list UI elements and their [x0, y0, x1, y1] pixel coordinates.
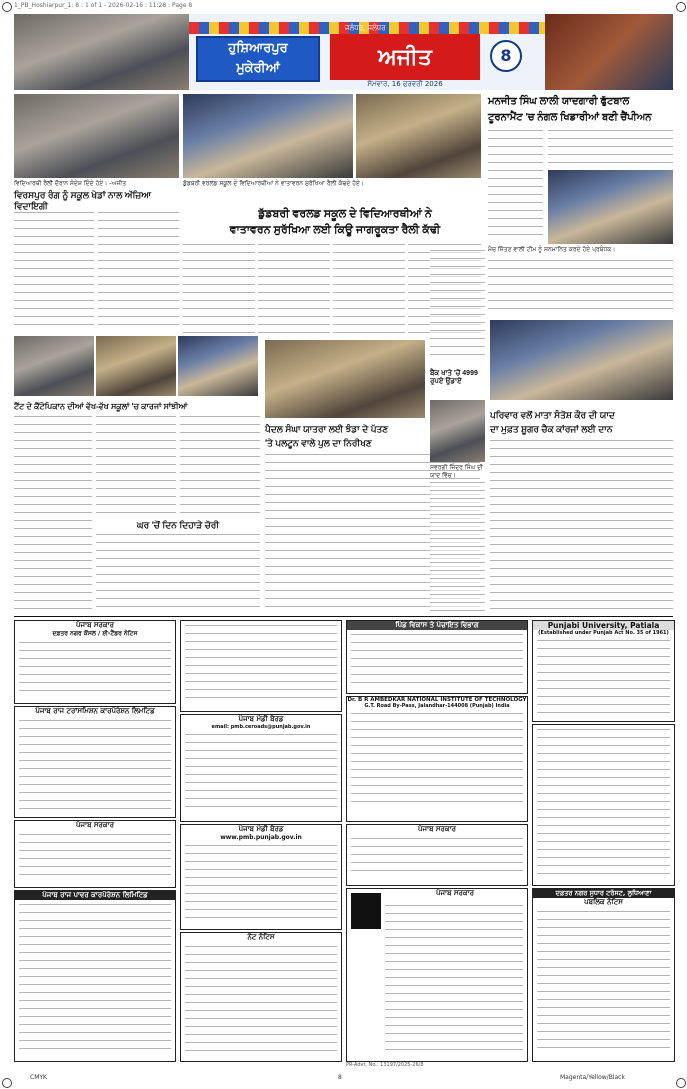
story-photo [183, 94, 353, 178]
ad-title: ਪੰਜਾਬ ਸਰਕਾਰ [417, 825, 456, 833]
story-photo [490, 320, 673, 400]
ad-title: Punjabi University, Patiala [533, 621, 674, 630]
ad-subtitle: ਪਬਲਿਕ ਨੋਟਿਸ [584, 898, 623, 906]
headline: ਮਨਜੀਤ ਸਿੰਘ ਲਾਲੀ ਯਾਦਗਾਰੀ ਫੁੱਟਬਾਲ [488, 96, 630, 107]
story-body [430, 482, 485, 612]
ad-body [19, 834, 171, 880]
photo-caption: ਸਵਰਗੀ ਜਿੰਦਰ ਸਿੰਘ ਦੀ ਯਾਦ ਵਿੱਚ। [430, 464, 483, 479]
masthead-date: ਸੋਮਵਾਰ, 16 ਫਰਵਰੀ 2026 [367, 80, 443, 88]
ad-block [532, 724, 675, 886]
government-emblem [351, 893, 381, 929]
headline: ਵਾਤਾਵਰਨ ਸੁਰੱਖਿਆ ਲਈ ਕਿਊ ਜਾਗਰੂਕਤਾ ਰੈਲੀ ਕੱਢੀ [229, 224, 441, 236]
ad-block [180, 932, 342, 1062]
newspaper-logo: ਅਜੀਤ [330, 34, 480, 80]
ad-block [14, 620, 176, 704]
edition-title-box [196, 36, 320, 82]
ad-body [185, 946, 337, 1056]
ad-subtitle: ਦਫ਼ਤਰ ਨਗਰ ਕੌਂਸਲ / ਈ-ਟੈਂਡਰ ਨੋਟਿਸ [52, 630, 138, 637]
headline: ਵਿਰਸਪੁਰ ਰੰਗ ਨੂੰ ਸਕੂਲ ਖੇਡਾਂ ਨਾਲ ਅੱਜ਼ਿਆ ਵਿਦਾਇਗੀ [14, 190, 152, 211]
edition-title-line2: ਮੁਕੇਰੀਆਂ [236, 60, 280, 75]
story-body [548, 130, 673, 166]
ad-body [537, 911, 670, 1051]
page-footer [0, 1070, 687, 1089]
story-body [183, 244, 255, 334]
page-number: 8 [490, 40, 522, 72]
ad-title: ਪੰਜਾਬ ਸਰਕਾਰ [435, 889, 474, 897]
headline: ਪੈਦਲ ਸੰਘਾ ਯਾਤਰਾ ਲਈ ਝੰਡਾ ਦੇ ਪੱਤਣ [265, 424, 389, 434]
ad-body [19, 642, 171, 692]
story-photo [14, 336, 94, 396]
ad-block [180, 824, 342, 930]
ad-body [537, 640, 670, 716]
photo-caption: ਵਿਦਿਆਰਥੀ ਰੈਲੀ ਦੌਰਾਨ ਸੰਦੇਸ਼ ਦਿੰਦੇ ਹੋਏ। -ਅਜੀਤ [14, 180, 127, 187]
portrait-photo [430, 400, 485, 462]
ad-body [185, 625, 337, 705]
story-body [14, 416, 92, 612]
footer-page-number: 8 [338, 1074, 342, 1081]
story-body [180, 416, 260, 516]
ad-block [180, 620, 342, 712]
ad-body [19, 904, 171, 1054]
headline: ਬੈਂਕ ਖਾਤੇ 'ਚੋਂ 4999 ਰੁਪਏ ਉਡਾਏ [430, 370, 478, 385]
ad-title: ਪੰਜਾਬ ਰਾਜ ਪਾਵਰ ਕਾਰਪੋਰੇਸ਼ਨ ਲਿਮਿਟਿਡ [15, 891, 175, 900]
story-body [488, 130, 543, 240]
story-photo [14, 94, 179, 178]
ad-subtitle: (Established under Punjab Act No. 35 of 1961) [538, 630, 669, 636]
footer-color-label: CMYK [30, 1074, 47, 1081]
masthead-photo-left [14, 14, 189, 90]
ad-body [351, 713, 523, 809]
story-body [488, 260, 673, 316]
ad-block [180, 714, 342, 822]
story-body [490, 440, 673, 612]
ad-title: ਪੰਜਾਬ ਸਰਕਾਰ [75, 821, 114, 829]
ad-title: ਪੰਜਾਬ ਰਾਜ ਟਰਾਂਸਮਿਸ਼ਨ ਕਾਰਪੋਰੇਸ਼ਨ ਲਿਮਟਿਡ [35, 707, 155, 715]
story-photo [178, 336, 258, 396]
story-body [430, 250, 485, 360]
story-photo [548, 170, 673, 244]
headline: ਘਰ 'ਚੋਂ ਦਿਨ ਦਿਹਾੜੇ ਚੋਰੀ [136, 520, 220, 530]
headline: ਟੈਂਟ ਦੇ ਕੈਂਟੋਪਿਕਾਨ ਦੀਆਂ ਵੱਖ-ਵੱਖ ਸਕੂਲਾਂ 'ਚ ਕਾਰਜਾਂ ਸਾਂਝੀਆਂ [14, 402, 188, 411]
ad-email: email: pmb.ceroads@punjab.gov.in [211, 724, 311, 730]
ad-block [14, 890, 176, 1062]
footer-color-note: Magenta/Yellow/Black [560, 1074, 625, 1081]
story-body [96, 534, 260, 612]
ad-body [185, 734, 337, 810]
headline: ਟੂਰਨਾਮੈਂਟ 'ਚ ਨੰਗਲ ਖਿਡਾਰੀਆਂ ਬਣੀ ਚੈਂਪੀਅਨ [488, 112, 652, 123]
headline: ਦਾ ਮੁਫ਼ਤ ਸ਼ੂਗਰ ਚੈਕ ਕਾਂਰਜਾਂ ਲਈ ਦਾਨ [490, 424, 613, 434]
photo-caption: ਮੈਚ ਜਿੱਤਣ ਵਾਲੀ ਟੀਮ ਨੂੰ ਸਨਮਾਨਿਤ ਕਰਦੇ ਹੋਏ ਪ੍ਰਬੰਧਕ। [488, 246, 616, 253]
ad-title: ਪੰਜਾਬ ਮੰਡੀ ਬੋਰਡ [238, 825, 284, 833]
headline: ਪਰਿਵਾਰ ਵਲੋਂ ਮਾਤਾ ਸੰਤੋਸ਼ ਕੌਰ ਦੀ ਯਾਦ [490, 410, 615, 420]
story-photo [265, 340, 425, 418]
ad-title: ਪੰਜਾਬ ਮੰਡੀ ਬੋਰਡ [238, 715, 284, 723]
ad-body [19, 720, 171, 810]
ad-title: Dr. B R AMBEDKAR NATIONAL INSTITUTE OF TECHNOLOGY [347, 697, 527, 703]
ad-block [346, 620, 528, 694]
ad-title: ਨੋਟ ਨੋਟਿਸ [247, 933, 275, 941]
ad-block [346, 696, 528, 822]
photo-caption: ਡੁੱਡਬਰੀ ਵਰਲਡ ਸਕੂਲ ਦੇ ਵਿਦਿਆਰਥੀਆਂ ਨੇ ਵਾਤਾਵਰਨ ਸੁਰੱਖਿਆ ਰੈਲੀ ਕੱਢਦੇ ਹੋਏ। [183, 180, 364, 187]
headline: 'ਤੇ ਪਲਟੂਨ ਵਾਲੇ ਪੁਲ ਦਾ ਨਿਰੀਖਣ [265, 438, 372, 448]
masthead-photo-right [545, 14, 673, 90]
ad-block [14, 706, 176, 818]
story-body [98, 212, 179, 330]
ad-subtitle: G.T. Road By-Pass, Jalandhar-144008 (Punjab) India [364, 703, 510, 709]
story-photo [96, 336, 176, 396]
story-body [258, 244, 330, 334]
pr-advt-number: PR-Advt. No.: 13197/2025-26/8 [346, 1062, 424, 1068]
ad-block [346, 824, 528, 886]
ad-title: ਪਿੰਡ ਵਿਕਾਸ ਤੇ ਪੰਚਾਇਤ ਵਿਭਾਗ [347, 621, 527, 630]
ad-title: ਦਫ਼ਤਰ ਨਗਰ ਸੁਧਾਰ ਟਰੱਸਟ, ਲੁਧਿਆਣਾ [533, 889, 674, 898]
story-body [333, 244, 405, 334]
ad-title: ਪੰਜਾਬ ਸਰਕਾਰ [75, 621, 114, 629]
divider [14, 616, 673, 617]
story-photo [356, 94, 481, 178]
ad-body [351, 634, 523, 686]
ad-block [346, 888, 528, 1062]
registration-mark [676, 2, 686, 12]
ad-block [14, 820, 176, 888]
ad-block [532, 620, 675, 722]
edition-title-line1: ਹੁਸ਼ਿਆਰਪੁਰ [228, 40, 288, 55]
ad-block [532, 888, 675, 1062]
headline: ਡੁੱਡਬਰੀ ਵਰਲਡ ਸਕੂਲ ਦੇ ਵਿਦਿਆਰਥੀਆਂ ਨੇ [258, 208, 432, 220]
ad-body [351, 838, 523, 878]
story-body [96, 416, 176, 516]
print-slug: 1_PB_Hoshiarpur_1: 8 : 1 of 1 - 2026-02-16 : 11:28 : Page 8 [14, 2, 193, 9]
ad-website: www.pmb.punjab.gov.in [220, 834, 302, 841]
ad-body [385, 905, 523, 1055]
edition-label: ਜਲੰਧਰ, ਜਲੰਧਰ [345, 24, 386, 32]
story-body [14, 212, 94, 330]
ad-body [537, 729, 670, 879]
ad-body [185, 845, 337, 921]
registration-mark [2, 2, 12, 12]
